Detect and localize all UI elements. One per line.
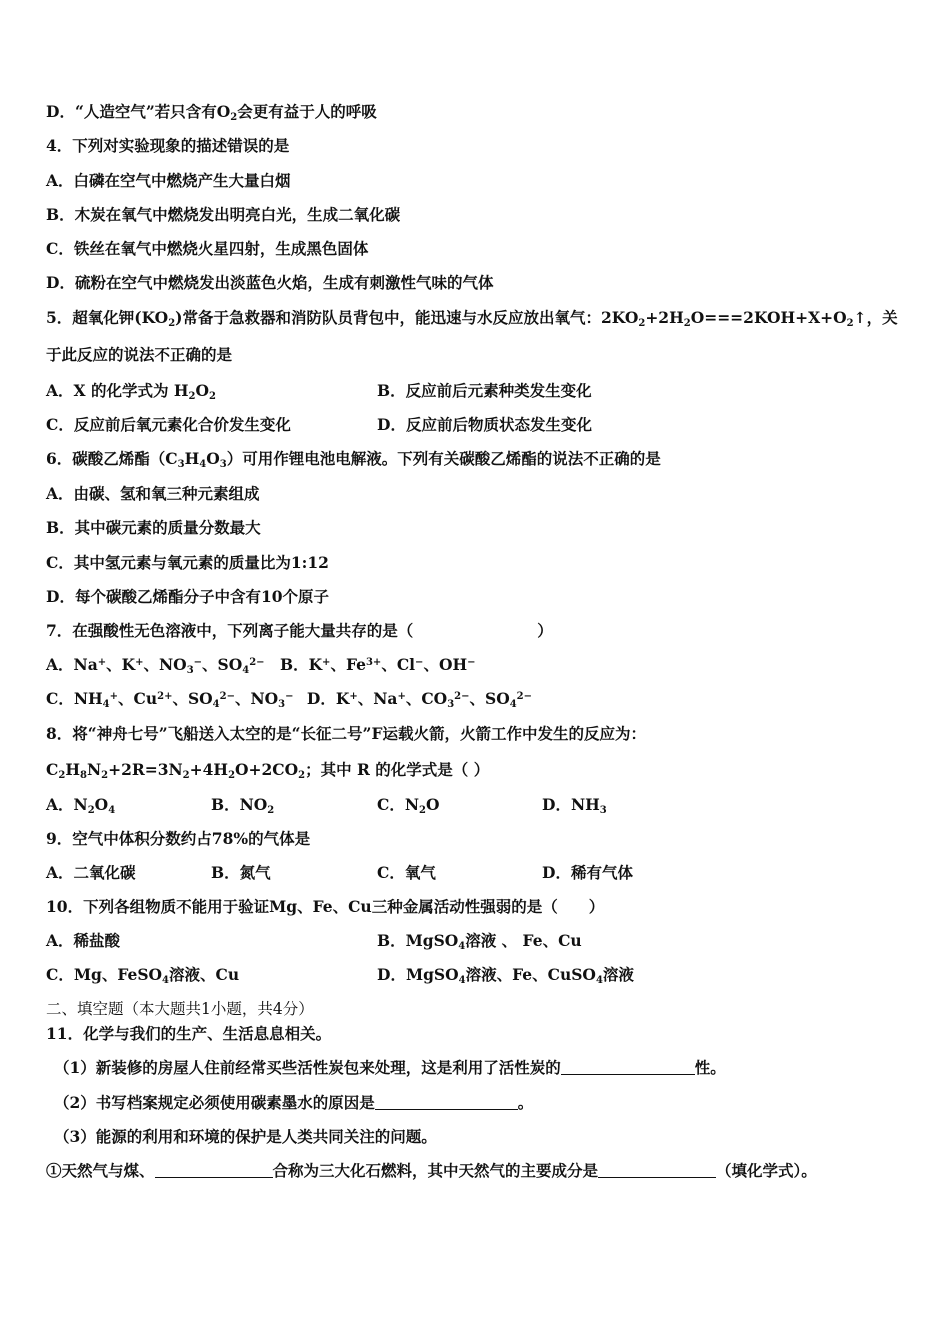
q11-part3-item1 <box>46 1161 910 1181</box>
q5-option-d: D．反应前后物质状态发生变化 <box>377 415 592 434</box>
q11-item1-text: ①天然气与煤、 <box>46 1161 155 1180</box>
q10-option-b: B．MgSO$_4$溶液 、 Fe、Cu <box>377 931 582 952</box>
q4-stem: 4．下列对实验现象的描述错误的是 <box>46 136 290 155</box>
q11-part1-text: （1）新装修的房屋人住前经常买些活性炭包来处理，这是利用了活性炭的 <box>54 1058 561 1077</box>
q9-stem: 9．空气中体积分数约占78%的气体是 <box>46 829 311 848</box>
q11-part2 <box>54 1093 910 1113</box>
q10-option-c: C．Mg、FeSO$_4$溶液、Cu <box>46 965 240 986</box>
q6-option-d: D．每个碳酸乙烯酯分子中含有10个原子 <box>46 587 330 606</box>
q7-options-row1 <box>46 655 910 675</box>
q6-option-b: B．其中碳元素的质量分数最大 <box>46 518 261 537</box>
q8-stem-line2: $C_2H_8N_2+2R=3N_2+4H_2O+2CO_2$；其中 R 的化学式是（ ） <box>46 760 490 781</box>
q5-option-c: C．反应前后氧元素化合价发生变化 <box>46 415 291 434</box>
q5-option-b: B．反应前后元素种类发生变化 <box>377 381 592 400</box>
q11-item1-blank-b[interactable] <box>598 1163 716 1178</box>
q4-option-d: D．硫粉在空气中燃烧发出淡蓝色火焰，生成有刺激性气味的气体 <box>46 273 494 292</box>
q11-part2-text: （2）书写档案规定必须使用碳素墨水的原因是 <box>54 1093 375 1112</box>
q8-option-c: C．$N_2O$ <box>377 795 440 816</box>
q9-option-b: B．氮气 <box>211 863 271 882</box>
q11-part2-blank[interactable] <box>375 1095 518 1110</box>
q6-stem: 6．碳酸乙烯酯$(C_3H_4O_3)$可用作锂电池电解液。下列有关碳酸乙烯酯的说法不正确的是 <box>46 449 661 470</box>
q7-option-b: B．K+、$Fe^{3+}$、Cl−、OH− <box>279 655 476 674</box>
q11-part2-suffix: 。 <box>517 1093 534 1112</box>
q4-option-c: C．铁丝在氧气中燃烧火星四射，生成黑色固体 <box>46 239 369 258</box>
q4-option-b: B．木炭在氧气中燃烧发出明亮白光，生成二氧化碳 <box>46 205 401 224</box>
q10-option-d: D．MgSO$_4$溶液、Fe、CuSO$_4$溶液 <box>377 965 634 986</box>
q11-stem: 11．化学与我们的生产、生活息息相关。 <box>46 1024 332 1043</box>
q7-option-c: C．$NH_4^+$、$Cu^{2+}$、$SO_4^{2-}$、$NO_3^-$ <box>46 689 294 710</box>
q11-item1-suffix: （填化学式）。 <box>716 1161 817 1180</box>
q8-option-a: A．$N_2O_4$ <box>46 795 116 816</box>
q9-option-a: A．二氧化碳 <box>46 863 136 882</box>
q11-part1-blank[interactable] <box>561 1060 695 1075</box>
q5-option-a: A．X 的化学式为 $H_2O_2$ <box>46 381 216 402</box>
q8-stem-line1: 8．将“神舟七号”飞船送入太空的是“长征二号”F运载火箭，火箭工作中发生的反应为： <box>46 724 646 743</box>
q6-option-c: C．其中氢元素与氧元素的质量比为1:12 <box>46 553 329 572</box>
q8-option-d: D．$NH_3$ <box>542 795 607 816</box>
q9-option-c: C．氧气 <box>377 863 436 882</box>
q11-item1-middle: 合称为三大化石燃料，其中天然气的主要成分是 <box>272 1161 599 1180</box>
q7-stem: 7．在强酸性无色溶液中，下列离子能大量共存的是（ ） <box>46 621 553 640</box>
section-heading-fill-in: 二、填空题（本大题共1小题，共4分） <box>46 1000 314 1018</box>
q5-stem-line2: 于此反应的说法不正确的是 <box>46 345 233 364</box>
q7-option-d: D．K+、Na+、$CO_3^{2-}$、$SO_4^{2-}$ <box>306 689 533 710</box>
q11-item1-blank-a[interactable] <box>155 1163 273 1178</box>
q11-part1 <box>54 1058 910 1078</box>
q8-option-b: B．$NO_2$ <box>211 795 275 816</box>
q6-option-a: A．由碳、氢和氧三种元素组成 <box>46 484 260 503</box>
q11-part3: （3）能源的利用和环境的保护是人类共同关注的问题。 <box>54 1127 437 1146</box>
q5-stem-line1: 5．超氧化钾$(KO_2)$常备于急救器和消防队员背包中，能迅速与水反应放出氧气：$2KO_2+2H_2O===2KOH+X+O_2↑$，关 <box>46 308 898 329</box>
q10-stem: 10．下列各组物质不能用于验证Mg、Fe、Cu三种金属活动性强弱的是（ ） <box>46 897 605 916</box>
q11-part1-suffix: 性。 <box>694 1058 726 1077</box>
q9-option-d: D．稀有气体 <box>542 863 633 882</box>
q3-option-d: D．“人造空气”若只含有$O_2$会更有益于人的呼吸 <box>46 102 377 123</box>
q7-option-a: A．Na+、K+、$NO_3^-$、$SO_4^{2-}$ <box>46 655 265 676</box>
q7-options-row2 <box>46 689 910 709</box>
q4-option-a: A．白磷在空气中燃烧产生大量白烟 <box>46 171 291 190</box>
q10-option-a: A．稀盐酸 <box>46 931 121 950</box>
